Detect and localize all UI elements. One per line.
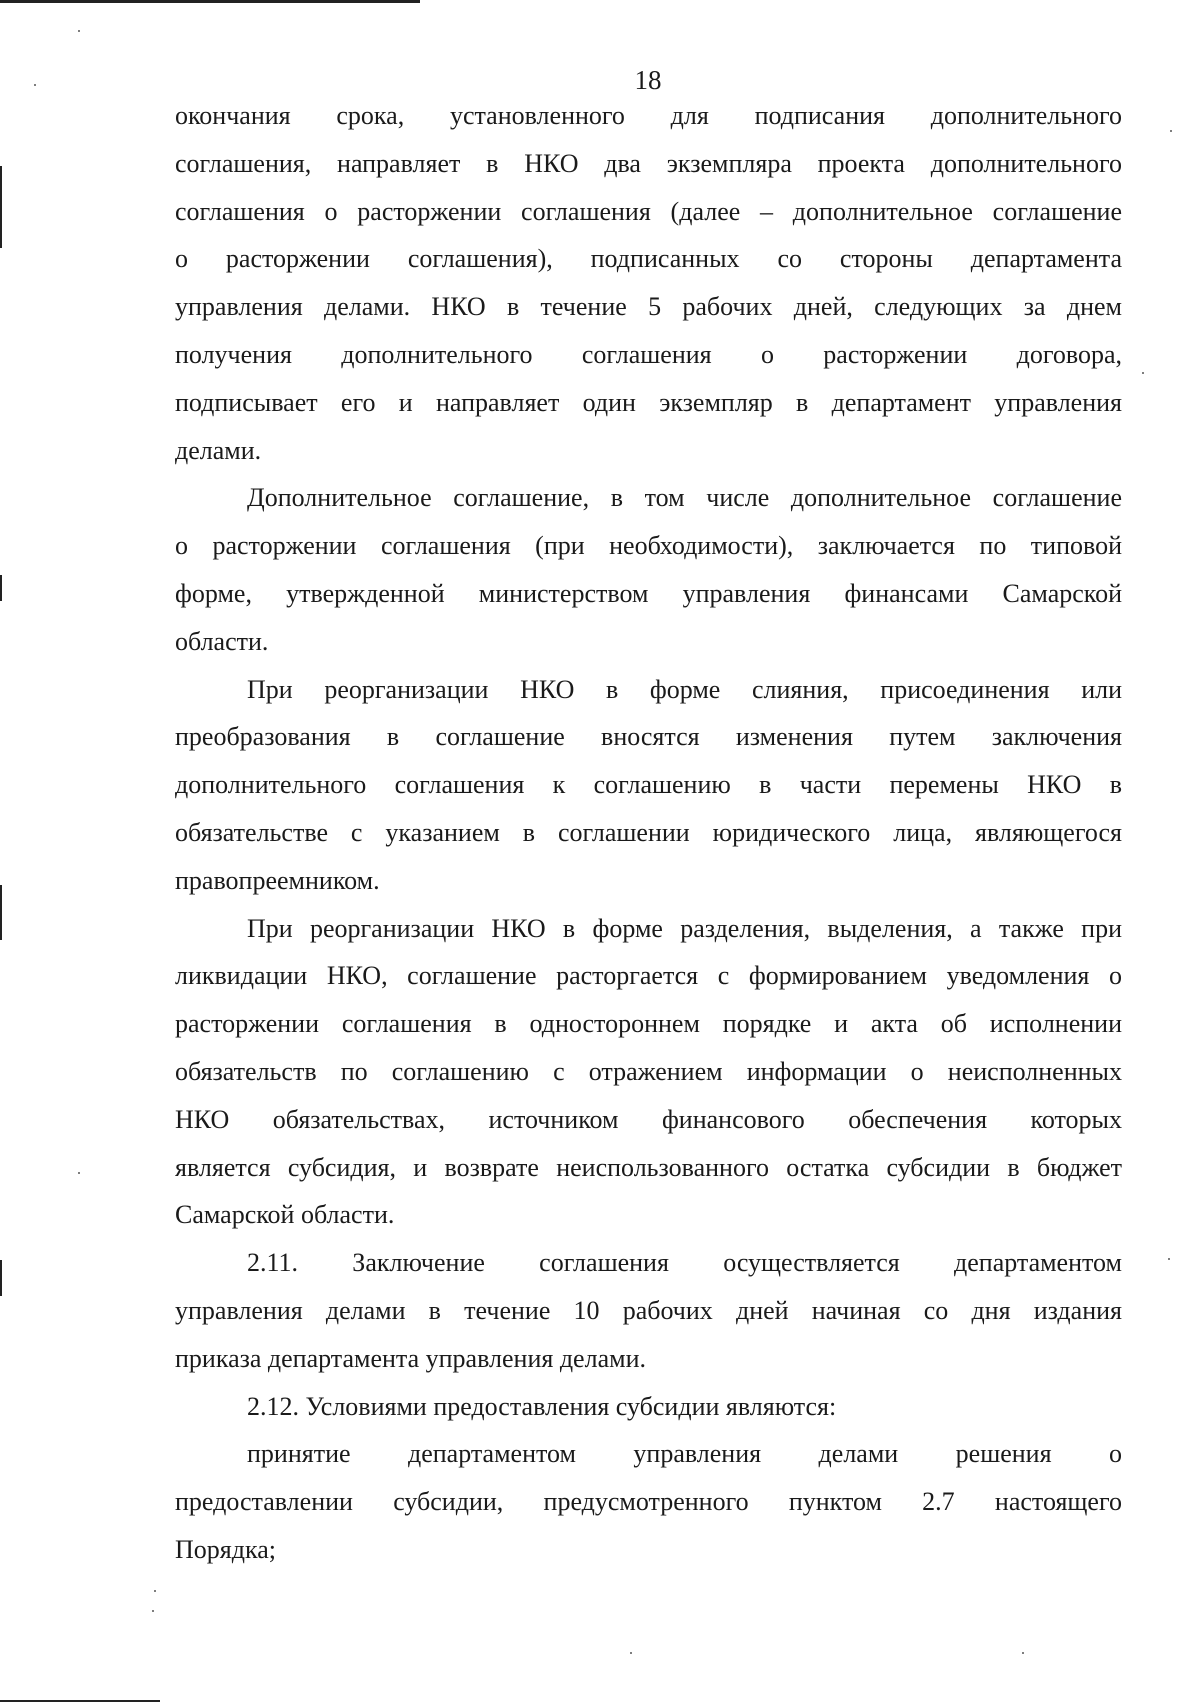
text-line: Порядка;: [175, 1534, 276, 1564]
text-line: При реорганизации НКО в форме слияния, присоединения или: [247, 674, 1122, 704]
text-line: получения дополнительного соглашения о расторжении договора,: [175, 339, 1122, 369]
scan-top-rule: [0, 0, 420, 3]
text-line: соглашения, направляет в НКО два экземпляра проекта дополнительного: [175, 148, 1122, 178]
text-line: дополнительного соглашения к соглашению в части перемены НКО в: [175, 770, 1122, 800]
scan-left-margin-mark: [0, 885, 2, 940]
scan-left-margin-mark: [0, 1260, 2, 1296]
scan-speck: [78, 1172, 80, 1174]
scan-speck: [78, 30, 80, 32]
text-line: обязательств по соглашению с отражением информации о неисполненных: [175, 1056, 1122, 1086]
text-line: приказа департамента управления делами.: [175, 1343, 646, 1373]
text-line: предоставлении субсидии, предусмотренного пунктом 2.7 настоящего: [175, 1487, 1122, 1517]
text-line: преобразования в соглашение вносятся изменения путем заключения: [175, 722, 1122, 752]
text-line: 2.12. Условиями предоставления субсидии являются:: [247, 1391, 837, 1421]
scan-speck: [152, 1610, 154, 1612]
text-line: форме, утвержденной министерством управления финансами Самарской: [175, 578, 1122, 608]
text-line: ликвидации НКО, соглашение расторгается с формированием уведомления о: [175, 961, 1122, 991]
text-line: расторжении соглашения в одностороннем порядке и акта об исполнении: [175, 1009, 1122, 1039]
scan-speck: [154, 1590, 156, 1592]
scan-left-margin-mark: [0, 575, 2, 601]
text-line: является субсидия, и возврате неиспользованного остатка субсидии в бюджет: [175, 1152, 1122, 1182]
text-line: о расторжении соглашения), подписанных со стороны департамента: [175, 244, 1122, 274]
text-line: обязательстве с указанием в соглашении юридического лица, являющегося: [175, 817, 1122, 847]
scan-bottom-rule: [0, 1700, 160, 1702]
text-line: правопреемником.: [175, 865, 380, 895]
text-line: принятие департаментом управления делами решения о: [247, 1439, 1122, 1469]
scan-speck: [1170, 130, 1172, 132]
scan-speck: [1022, 1652, 1024, 1654]
scan-left-margin-mark: [0, 166, 2, 248]
text-line: о расторжении соглашения (при необходимости), заключается по типовой: [175, 531, 1122, 561]
text-line: подписывает его и направляет один экземпляр в департамент управления: [175, 387, 1122, 417]
text-line: окончания срока, установленного для подписания дополнительного: [175, 101, 1122, 130]
page-number: 18: [634, 65, 662, 95]
scan-speck: [1142, 372, 1144, 374]
text-line: управления делами в течение 10 рабочих дней начиная со дня издания: [175, 1295, 1122, 1325]
text-line: Самарской области.: [175, 1200, 395, 1230]
text-line: При реорганизации НКО в форме разделения, выделения, а также при: [247, 913, 1122, 943]
text-line: области.: [175, 626, 269, 656]
scan-speck: [630, 1652, 632, 1654]
text-line: НКО обязательствах, источником финансового обеспечения которых: [175, 1104, 1122, 1134]
text-line: делами.: [175, 435, 262, 465]
body-text: [175, 92, 1122, 1574]
text-line: соглашения о расторжении соглашения (далее – дополнительное соглашение: [175, 196, 1122, 226]
scan-speck: [1168, 1258, 1170, 1260]
text-line: 2.11. Заключение соглашения осуществляется департаментом: [247, 1248, 1122, 1278]
text-line: управления делами. НКО в течение 5 рабочих дней, следующих за днем: [175, 292, 1122, 322]
text-line: Дополнительное соглашение, в том числе дополнительное соглашение: [247, 483, 1122, 513]
